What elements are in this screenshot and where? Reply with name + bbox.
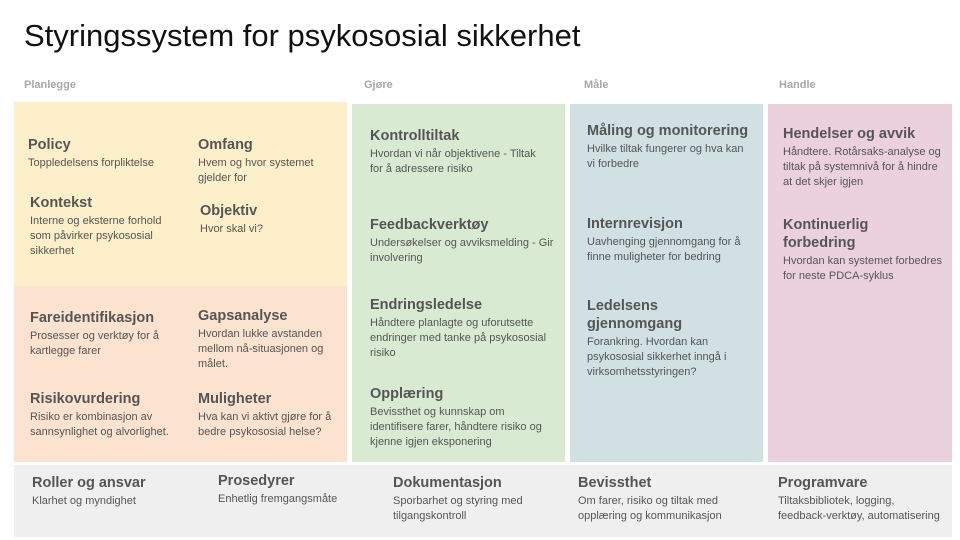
plan-item-muligheter [198, 390, 343, 440]
check-item-maling [587, 122, 752, 172]
item-desc: Risiko er kombinasjon av sannsynlighet og alvorlighet. [30, 411, 169, 438]
item-desc: Klarhet og myndighet [32, 495, 136, 507]
plan-item-risikovurdering [30, 390, 192, 440]
item-title: Objektiv [200, 203, 258, 219]
item-title: Ledelsens gjennomgang [587, 298, 683, 332]
item-title: Opplæring [370, 386, 444, 402]
item-desc: Forankring. Hvordan kan psykososial sikkerhet inngå i virksomhetsstyringen? [587, 336, 727, 378]
item-title: Roller og ansvar [32, 475, 146, 491]
phase-label-check: Måle [584, 79, 609, 91]
item-desc: Uavhenging gjennomgang for å finne muligheter for bedring [587, 236, 741, 263]
item-desc: Enhetlig fremgangsmåte [218, 493, 338, 505]
item-title: Omfang [198, 137, 253, 153]
item-desc: Hvilke tiltak fungerer og hva kan vi forbedre [587, 143, 744, 170]
item-title: Fareidentifikasjon [30, 310, 155, 326]
item-desc: Hvordan lukke avstanden mellom nå-situasjonen og målet. [198, 328, 324, 370]
check-item-internrevisjon [587, 215, 752, 265]
item-title: Endringsledelse [370, 297, 483, 313]
item-title: Prosedyrer [218, 473, 295, 489]
item-title: Risikovurdering [30, 391, 141, 407]
item-desc: Sporbarhet og styring med tilgangskontroll [393, 495, 523, 522]
item-title: Programvare [778, 475, 868, 491]
foundation-item-dokumentasjon [393, 474, 558, 524]
item-desc: Håndtere planlagte og uforutsette endringer med tanke på psykososial risiko [370, 317, 547, 359]
item-title: Gapsanalyse [198, 308, 288, 324]
item-desc: Bevissthet og kunnskap om identifisere farer, håndtere risiko og kjenne igjen eksponering [370, 406, 542, 448]
item-desc: Undersøkelser og avviksmelding - Gir involvering [370, 237, 554, 264]
do-item-kontrolltiltak [370, 127, 545, 177]
item-title: Dokumentasjon [393, 475, 502, 491]
item-title: Feedbackverktøy [370, 217, 489, 233]
item-desc: Hva kan vi aktivt gjøre for å bedre psykososial helse? [198, 411, 332, 438]
item-title: Muligheter [198, 391, 272, 407]
phase-label-act: Handle [779, 79, 816, 91]
item-desc: Tiltaksbibliotek, logging, feedback-verktøy, automatisering [778, 495, 940, 522]
foundation-item-programvare [778, 474, 943, 524]
item-desc: Hvem og hvor systemet gjelder for [198, 157, 314, 184]
item-title: Internrevisjon [587, 216, 683, 232]
plan-item-objektiv [200, 202, 340, 237]
item-desc: Hvor skal vi? [200, 223, 263, 235]
item-title: Kontrolltiltak [370, 128, 460, 144]
foundation-item-prosedyrer [218, 472, 383, 507]
act-item-kontinuerlig [783, 216, 943, 284]
do-item-opplaering [370, 385, 555, 450]
act-item-hendelser [783, 125, 943, 190]
item-title: Kontinuerlig forbedring [783, 217, 869, 251]
check-item-ledelsens [587, 297, 752, 380]
do-item-endringsledelse [370, 296, 555, 361]
foundation-item-bevissthet [578, 474, 753, 524]
item-title: Policy [28, 137, 71, 153]
phase-label-do: Gjøre [364, 79, 393, 91]
item-title: Bevissthet [578, 475, 652, 491]
do-item-feedbackverktoy [370, 216, 555, 266]
item-desc: Hvordan kan systemet forbedres for neste PDCA-syklus [783, 255, 942, 282]
plan-item-kontekst [30, 194, 170, 259]
item-desc: Hvordan vi når objektivene - Tiltak for å adressere risiko [370, 148, 536, 175]
item-desc: Håndtere. Rotårsaks-analyse og tiltak på systemnivå for å hindre at det skjer igjen [783, 146, 941, 188]
plan-item-omfang [198, 136, 338, 186]
plan-item-policy [28, 136, 193, 171]
phase-label-plan: Planlegge [24, 79, 76, 91]
item-desc: Toppledelsens forpliktelse [28, 157, 154, 169]
foundation-item-roller [32, 474, 207, 509]
plan-item-fareidentifikasjon [30, 309, 190, 359]
item-desc: Interne og eksterne forhold som påvirker psykososial sikkerhet [30, 215, 162, 257]
page-title: Styringssystem for psykososial sikkerhet [24, 18, 581, 53]
item-desc: Prosesser og verktøy for å kartlegge farer [30, 330, 159, 357]
plan-item-gapsanalyse [198, 307, 343, 372]
item-desc: Om farer, risiko og tiltak med opplæring og kommunikasjon [578, 495, 722, 522]
item-title: Kontekst [30, 195, 93, 211]
item-title: Hendelser og avvik [783, 126, 916, 142]
item-title: Måling og monitorering [587, 123, 749, 139]
